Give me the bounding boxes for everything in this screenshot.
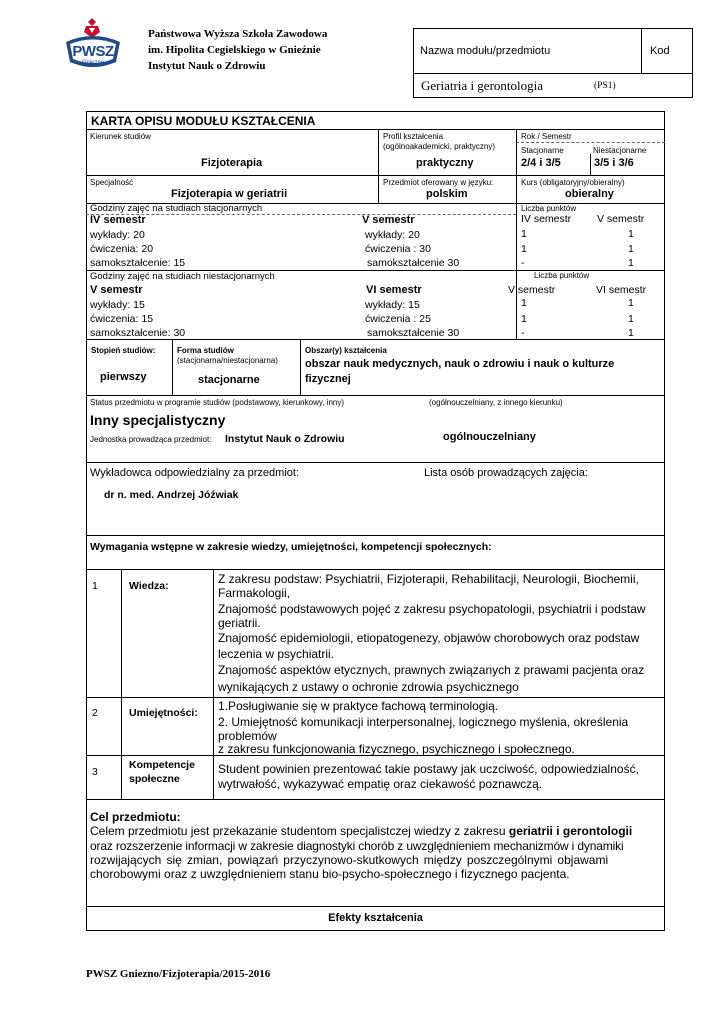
specialization-value: Fizjoterapia w geriatrii [171,188,288,200]
form-label: Forma studiów [177,346,234,355]
profile-label-sub: (ogólnoakademicki, praktyczny) [383,142,496,151]
degree-label: Stopień studiów: [91,346,156,355]
goal-title: Cel przedmiotu: [90,810,181,824]
card-title: KARTA OPISU MODUŁU KSZTAŁCENIA [91,114,316,128]
language-label: Przedmiot oferowany w języku: [383,178,494,187]
unit-label: Jednostka prowadząca przedmiot: [90,435,212,444]
status-label-right: (ogólnouczelniany, z innego kierunku) [429,398,563,407]
logo-text: PWSZ [72,43,114,60]
field-label: Kierunek studiów [90,132,151,141]
ns-semester-b-title: VI semestr [366,284,422,296]
form-label-sub: (stacjonarna/niestacjonarna) [177,356,278,365]
area-value-line-2: fizycznej [305,373,351,385]
year-stationary: 2/4 i 3/5 [521,157,561,169]
degree-value: pierwszy [100,371,147,383]
status-value: Inny specjalistyczny [90,412,226,428]
module-code: (PS1) [594,81,616,91]
footer-text: PWSZ Gniezno/Fizjoterapia/2015-2016 [86,968,271,980]
language-value: polskim [426,188,468,200]
institution-name-line-1: Państwowa Wyższa Szkoła Zawodowa [148,28,328,40]
semester-a-title: IV semestr [90,214,146,226]
status-right-value: ogólnouczelniany [443,431,536,443]
logo [62,16,124,72]
learning-outcomes-title: Efekty kształcenia [328,912,423,924]
area-value-line-1: obszar nauk medycznych, nauk o zdrowiu i nauk o kulturze [305,358,615,370]
points-label: Liczba punktów [521,204,577,213]
ns-points-label: Liczba punktów [534,271,590,280]
course-type-value: obieralny [565,188,614,200]
requirements-title: Wymagania wstępne w zakresie wiedzy, umiejętności, kompetencji społecznych: [90,541,492,553]
institution-name-line-2: im. Hipolita Cegielskiego w Gnieźnie [148,44,321,56]
profile-label: Profil kształcenia [383,132,444,141]
year-label: Rok / Semestr [521,132,572,141]
status-label: Status przedmiotu w programie studiów (podstawowy, kierunkowy, inny) [90,398,345,407]
module-name: Geriatria i gerontologia [421,78,544,93]
profile-value: praktyczny [416,157,474,169]
stationary-label: Stacjonarne [521,146,564,155]
area-label: Obszar(y) kształcenia [305,346,387,355]
lecturer-name: dr n. med. Andrzej Jóźwiak [104,489,239,501]
ns-semester-a-title: V semestr [90,284,143,296]
logo-subtext: Gniezno [81,60,105,66]
course-type-label: Kurs (obligatoryjny/obieralny) [521,178,625,187]
specialization-label: Specjalność [90,178,134,187]
semester-b-title: V semestr [362,214,415,226]
lecturer-label: Wykładowca odpowiedzialny za przedmiot: [90,467,299,479]
institution-name-line-3: Instytut Nauk o Zdrowiu [148,60,266,72]
unit-value: Instytut Nauk o Zdrowiu [225,433,345,445]
module-name-label: Nazwa modułu/przedmiotu [420,45,551,57]
form-value: stacjonarne [198,374,260,386]
staff-list-label: Lista osób prowadzących zajęcia: [424,467,588,479]
field-value: Fizjoterapia [201,157,263,169]
non-stationary-label: Niestacjonarne [593,146,647,155]
year-non-stationary: 3/5 i 3/6 [594,157,634,169]
module-code-label: Kod [650,45,670,57]
